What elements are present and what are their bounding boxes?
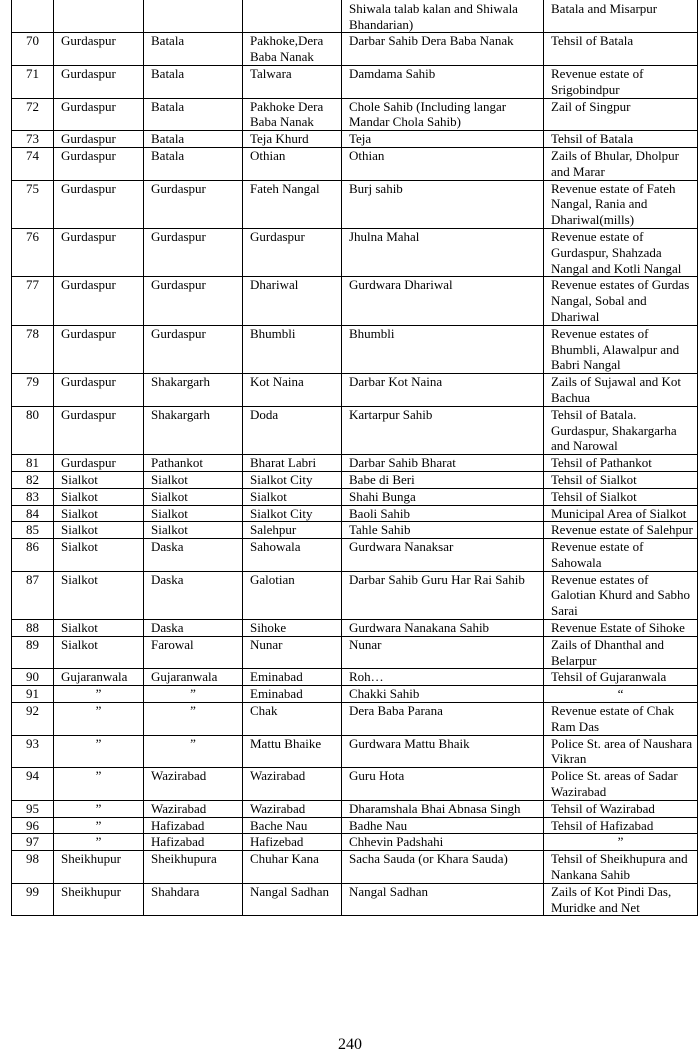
area-cell: Revenue estates of Galotian Khurd and Sabho Sarai — [544, 571, 698, 619]
table-row — [12, 636, 698, 669]
table-row — [12, 406, 698, 454]
district-cell: Gurdaspur — [54, 98, 144, 131]
area-cell: Police St. area of Naushara Vikran — [544, 735, 698, 768]
table-row — [12, 488, 698, 505]
area-cell: Revenue estate of Fateh Nangal, Rania and Dhariwal(mills) — [544, 180, 698, 228]
district-cell: Sialkot — [54, 522, 144, 539]
serial-number-cell — [12, 0, 54, 33]
village-cell: Mattu Bhaike — [243, 735, 342, 768]
serial-number-cell: 83 — [12, 488, 54, 505]
gurdwara-cell: Darbar Sahib Guru Har Rai Sahib — [342, 571, 544, 619]
area-cell: Tehsil of Batala — [544, 33, 698, 66]
gurdwara-cell: Badhe Nau — [342, 817, 544, 834]
tehsil-cell: Gurdaspur — [144, 180, 243, 228]
tehsil-cell: Daska — [144, 539, 243, 572]
serial-number-cell: 79 — [12, 374, 54, 407]
gurdwara-cell: Gurdwara Nanakana Sahib — [342, 620, 544, 637]
area-cell: Revenue estate of Gurdaspur, Shahzada Nangal and Kotli Nangal — [544, 228, 698, 276]
district-cell: Sialkot — [54, 505, 144, 522]
village-cell: Pakhoke,Dera Baba Nanak — [243, 33, 342, 66]
district-cell: Gurdaspur — [54, 228, 144, 276]
table-row — [12, 703, 698, 736]
district-cell: Gurdaspur — [54, 65, 144, 98]
area-cell: Tehsil of Batala. Gurdaspur, Shakargarha and Narowal — [544, 406, 698, 454]
tehsil-cell: Gurdaspur — [144, 325, 243, 373]
serial-number-cell: 74 — [12, 147, 54, 180]
area-cell: Tehsil of Sialkot — [544, 488, 698, 505]
tehsil-cell: Wazirabad — [144, 768, 243, 801]
area-cell: Zails of Kot Pindi Das, Muridke and Net — [544, 883, 698, 916]
district-cell: ” — [54, 817, 144, 834]
village-cell: Gurdaspur — [243, 228, 342, 276]
village-cell: Fateh Nangal — [243, 180, 342, 228]
district-cell: Gujaranwala — [54, 669, 144, 686]
table-row — [12, 883, 698, 916]
village-cell: Hafizebad — [243, 834, 342, 851]
village-cell: Doda — [243, 406, 342, 454]
tehsil-cell: Batala — [144, 33, 243, 66]
district-cell: Sialkot — [54, 539, 144, 572]
table-row — [12, 834, 698, 851]
gurdwara-cell: Darbar Kot Naina — [342, 374, 544, 407]
gurdwara-cell: Othian — [342, 147, 544, 180]
table-row — [12, 0, 698, 33]
table-row — [12, 147, 698, 180]
district-cell: Sialkot — [54, 620, 144, 637]
district-cell: ” — [54, 735, 144, 768]
gurdwara-cell: Gurdwara Dhariwal — [342, 277, 544, 325]
area-cell: Batala and Misarpur — [544, 0, 698, 33]
village-cell: Wazirabad — [243, 800, 342, 817]
table-row — [12, 817, 698, 834]
tehsil-cell: Daska — [144, 620, 243, 637]
area-cell: Zails of Bhular, Dholpur and Marar — [544, 147, 698, 180]
tehsil-cell: Batala — [144, 98, 243, 131]
gurdwara-cell: Nangal Sadhan — [342, 883, 544, 916]
district-cell: Gurdaspur — [54, 374, 144, 407]
tehsil-cell: Batala — [144, 147, 243, 180]
village-cell: Bharat Labri — [243, 455, 342, 472]
tehsil-cell: Daska — [144, 571, 243, 619]
tehsil-cell: Pathankot — [144, 455, 243, 472]
table-row — [12, 374, 698, 407]
table-row — [12, 277, 698, 325]
tehsil-cell: Wazirabad — [144, 800, 243, 817]
district-cell: ” — [54, 834, 144, 851]
village-cell: Wazirabad — [243, 768, 342, 801]
district-cell: ” — [54, 686, 144, 703]
serial-number-cell: 87 — [12, 571, 54, 619]
area-cell: Revenue Estate of Sihoke — [544, 620, 698, 637]
district-cell: Sialkot — [54, 636, 144, 669]
gurdwara-cell: Bhumbli — [342, 325, 544, 373]
district-cell: Sialkot — [54, 571, 144, 619]
serial-number-cell: 80 — [12, 406, 54, 454]
serial-number-cell: 71 — [12, 65, 54, 98]
serial-number-cell: 93 — [12, 735, 54, 768]
tehsil-cell: Gujaranwala — [144, 669, 243, 686]
district-cell: Sialkot — [54, 471, 144, 488]
table-row — [12, 180, 698, 228]
village-cell: Chak — [243, 703, 342, 736]
area-cell: Tehsil of Hafizabad — [544, 817, 698, 834]
tehsil-cell: Shakargarh — [144, 374, 243, 407]
gurdwara-cell: Jhulna Mahal — [342, 228, 544, 276]
district-cell: Gurdaspur — [54, 180, 144, 228]
table-row — [12, 131, 698, 148]
village-cell: Chuhar Kana — [243, 851, 342, 884]
serial-number-cell: 85 — [12, 522, 54, 539]
table-row — [12, 455, 698, 472]
tehsil-cell: Batala — [144, 131, 243, 148]
table-row — [12, 735, 698, 768]
tehsil-cell: Sialkot — [144, 471, 243, 488]
gurdwara-cell: Gurdwara Nanaksar — [342, 539, 544, 572]
serial-number-cell: 91 — [12, 686, 54, 703]
village-cell: Sialkot — [243, 488, 342, 505]
village-cell: Othian — [243, 147, 342, 180]
tehsil-cell: Shakargarh — [144, 406, 243, 454]
village-cell: Sialkot City — [243, 505, 342, 522]
gurdwara-cell: Sacha Sauda (or Khara Sauda) — [342, 851, 544, 884]
area-cell: Revenue estate of Chak Ram Das — [544, 703, 698, 736]
table-row — [12, 228, 698, 276]
village-cell: Sahowala — [243, 539, 342, 572]
area-cell: Tehsil of Batala — [544, 131, 698, 148]
village-cell: Bache Nau — [243, 817, 342, 834]
table-row — [12, 571, 698, 619]
table-row — [12, 800, 698, 817]
serial-number-cell: 73 — [12, 131, 54, 148]
village-cell: Sialkot City — [243, 471, 342, 488]
tehsil-cell: Gurdaspur — [144, 277, 243, 325]
gurdwara-cell: Chole Sahib (Including langar Mandar Chola Sahib) — [342, 98, 544, 131]
table-row — [12, 471, 698, 488]
village-cell: Sihoke — [243, 620, 342, 637]
district-cell: Sialkot — [54, 488, 144, 505]
serial-number-cell: 77 — [12, 277, 54, 325]
district-cell: Sheikhupur — [54, 883, 144, 916]
village-cell: Pakhoke Dera Baba Nanak — [243, 98, 342, 131]
village-cell: Dhariwal — [243, 277, 342, 325]
table-body — [12, 0, 698, 916]
gurdwara-cell: Dharamshala Bhai Abnasa Singh — [342, 800, 544, 817]
table-row — [12, 669, 698, 686]
area-cell: Municipal Area of Sialkot — [544, 505, 698, 522]
gurdwara-cell: Darbar Sahib Bharat — [342, 455, 544, 472]
gurdwara-cell: Teja — [342, 131, 544, 148]
tehsil-cell: Farowal — [144, 636, 243, 669]
serial-number-cell: 94 — [12, 768, 54, 801]
table-row — [12, 505, 698, 522]
table-row — [12, 686, 698, 703]
gurdwara-cell: Shahi Bunga — [342, 488, 544, 505]
area-cell: Tehsil of Sialkot — [544, 471, 698, 488]
village-cell: Salehpur — [243, 522, 342, 539]
district-cell: Gurdaspur — [54, 325, 144, 373]
district-cell: Sheikhupur — [54, 851, 144, 884]
district-cell: ” — [54, 800, 144, 817]
area-cell: Revenue estate of Salehpur — [544, 522, 698, 539]
area-cell: Police St. areas of Sadar Wazirabad — [544, 768, 698, 801]
gurdwara-cell: Dera Baba Parana — [342, 703, 544, 736]
gurdwara-cell: Shiwala talab kalan and Shiwala Bhandarian) — [342, 0, 544, 33]
gurdwara-cell: Chakki Sahib — [342, 686, 544, 703]
area-cell: Revenue estate of Srigobindpur — [544, 65, 698, 98]
serial-number-cell: 75 — [12, 180, 54, 228]
district-cell: Gurdaspur — [54, 147, 144, 180]
gurdwara-cell: Gurdwara Mattu Bhaik — [342, 735, 544, 768]
area-cell: Tehsil of Pathankot — [544, 455, 698, 472]
table-row — [12, 33, 698, 66]
serial-number-cell: 72 — [12, 98, 54, 131]
table-row — [12, 522, 698, 539]
table-row — [12, 539, 698, 572]
serial-number-cell: 92 — [12, 703, 54, 736]
tehsil-cell: Hafizabad — [144, 817, 243, 834]
gurdwara-cell: Darbar Sahib Dera Baba Nanak — [342, 33, 544, 66]
table-row — [12, 620, 698, 637]
district-cell: Gurdaspur — [54, 33, 144, 66]
tehsil-cell — [144, 0, 243, 33]
tehsil-cell: Shahdara — [144, 883, 243, 916]
village-cell: Bhumbli — [243, 325, 342, 373]
gurdwara-cell: Burj sahib — [342, 180, 544, 228]
village-cell: Kot Naina — [243, 374, 342, 407]
serial-number-cell: 81 — [12, 455, 54, 472]
serial-number-cell: 78 — [12, 325, 54, 373]
table-row — [12, 98, 698, 131]
serial-number-cell: 99 — [12, 883, 54, 916]
district-cell — [54, 0, 144, 33]
area-cell: Revenue estates of Bhumbli, Alawalpur and Babri Nangal — [544, 325, 698, 373]
district-cell: Gurdaspur — [54, 131, 144, 148]
serial-number-cell: 95 — [12, 800, 54, 817]
serial-number-cell: 86 — [12, 539, 54, 572]
gurdwara-cell: Tahle Sahib — [342, 522, 544, 539]
serial-number-cell: 98 — [12, 851, 54, 884]
village-cell: Eminabad — [243, 686, 342, 703]
tehsil-cell: Sialkot — [144, 488, 243, 505]
gurdwara-cell: Kartarpur Sahib — [342, 406, 544, 454]
table-row — [12, 65, 698, 98]
serial-number-cell: 70 — [12, 33, 54, 66]
district-cell: Gurdaspur — [54, 406, 144, 454]
tehsil-cell: Sialkot — [144, 505, 243, 522]
gurdwara-cell: Guru Hota — [342, 768, 544, 801]
district-cell: Gurdaspur — [54, 455, 144, 472]
village-cell: Galotian — [243, 571, 342, 619]
gurdwara-cell: Nunar — [342, 636, 544, 669]
district-cell: Gurdaspur — [54, 277, 144, 325]
tehsil-cell: ” — [144, 735, 243, 768]
village-cell: Talwara — [243, 65, 342, 98]
area-cell: Revenue estates of Gurdas Nangal, Sobal and Dhariwal — [544, 277, 698, 325]
shrines-table — [11, 0, 698, 916]
village-cell: Nunar — [243, 636, 342, 669]
area-cell: Zails of Sujawal and Kot Bachua — [544, 374, 698, 407]
serial-number-cell: 84 — [12, 505, 54, 522]
serial-number-cell: 89 — [12, 636, 54, 669]
serial-number-cell: 97 — [12, 834, 54, 851]
tehsil-cell: Hafizabad — [144, 834, 243, 851]
district-cell: ” — [54, 768, 144, 801]
tehsil-cell: Batala — [144, 65, 243, 98]
village-cell — [243, 0, 342, 33]
area-cell: Tehsil of Gujaranwala — [544, 669, 698, 686]
serial-number-cell: 90 — [12, 669, 54, 686]
gurdwara-cell: Chhevin Padshahi — [342, 834, 544, 851]
serial-number-cell: 76 — [12, 228, 54, 276]
gurdwara-cell: Roh… — [342, 669, 544, 686]
area-cell: Zail of Singpur — [544, 98, 698, 131]
tehsil-cell: Sialkot — [144, 522, 243, 539]
village-cell: Teja Khurd — [243, 131, 342, 148]
gurdwara-cell: Baoli Sahib — [342, 505, 544, 522]
table-row — [12, 325, 698, 373]
area-cell: Revenue estate of Sahowala — [544, 539, 698, 572]
area-cell: Tehsil of Sheikhupura and Nankana Sahib — [544, 851, 698, 884]
tehsil-cell: ” — [144, 686, 243, 703]
serial-number-cell: 88 — [12, 620, 54, 637]
gurdwara-cell: Babe di Beri — [342, 471, 544, 488]
area-cell: “ — [544, 686, 698, 703]
gurdwara-cell: Damdama Sahib — [342, 65, 544, 98]
area-cell: Zails of Dhanthal and Belarpur — [544, 636, 698, 669]
table-row — [12, 768, 698, 801]
table-row — [12, 851, 698, 884]
tehsil-cell: ” — [144, 703, 243, 736]
village-cell: Nangal Sadhan — [243, 883, 342, 916]
village-cell: Eminabad — [243, 669, 342, 686]
area-cell: Tehsil of Wazirabad — [544, 800, 698, 817]
area-cell: ” — [544, 834, 698, 851]
district-cell: ” — [54, 703, 144, 736]
page-number: 240 — [338, 1036, 362, 1053]
tehsil-cell: Sheikhupura — [144, 851, 243, 884]
tehsil-cell: Gurdaspur — [144, 228, 243, 276]
serial-number-cell: 82 — [12, 471, 54, 488]
serial-number-cell: 96 — [12, 817, 54, 834]
